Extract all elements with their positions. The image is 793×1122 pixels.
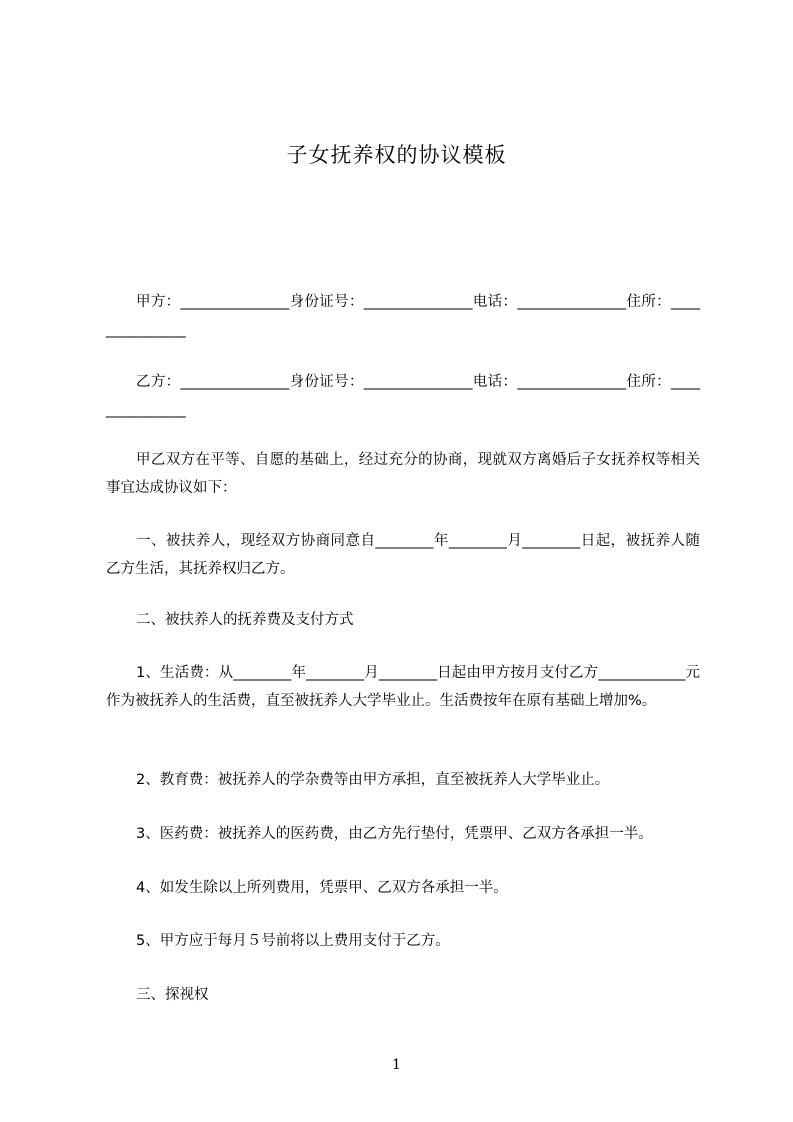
party-b-info-paragraph: 乙方：_______________身份证号：_______________电话：_______________住所：_______________ — [106, 374, 700, 418]
page-number: 1 — [392, 1057, 401, 1073]
clause-3-heading: 三、探视权 — [136, 987, 209, 1003]
living-expense-paragraph: 1、生活费：从________年________月________日起由甲方按月支付乙方____________元作为被抚养人的生活费，直至被抚养人大学毕业止。生活费按年在原有基础上增加%。 — [106, 665, 700, 709]
clause-2-heading: 二、被扶养人的抚养费及支付方式 — [136, 612, 354, 628]
agreement-intro-paragraph: 甲乙双方在平等、自愿的基础上，经过充分的协商，现就双方离婚后子女抚养权等相关事宜达成协议如下： — [106, 452, 700, 496]
document-title: 子女抚养权的协议模板 — [286, 143, 507, 167]
education-expense-paragraph: 2、教育费：被抚养人的学杂费等由甲方承担，直至被抚养人大学毕业止。 — [136, 772, 610, 788]
party-a-info-paragraph: 甲方：_______________身份证号：_______________电话：_______________住所：_______________ — [106, 294, 700, 338]
clause-1-paragraph: 一、被扶养人，现经双方协商同意自________年________月________日起，被抚养人随乙方生活，其抚养权归乙方。 — [106, 533, 700, 577]
payment-deadline-paragraph: 5、甲方应于每月５号前将以上费用支付于乙方。 — [136, 933, 450, 949]
medical-expense-paragraph: 3、医药费：被抚养人的医药费，由乙方先行垫付，凭票甲、乙双方各承担一半。 — [136, 826, 653, 842]
other-expense-paragraph: 4、如发生除以上所列费用，凭票甲、乙双方各承担一半。 — [136, 880, 508, 896]
